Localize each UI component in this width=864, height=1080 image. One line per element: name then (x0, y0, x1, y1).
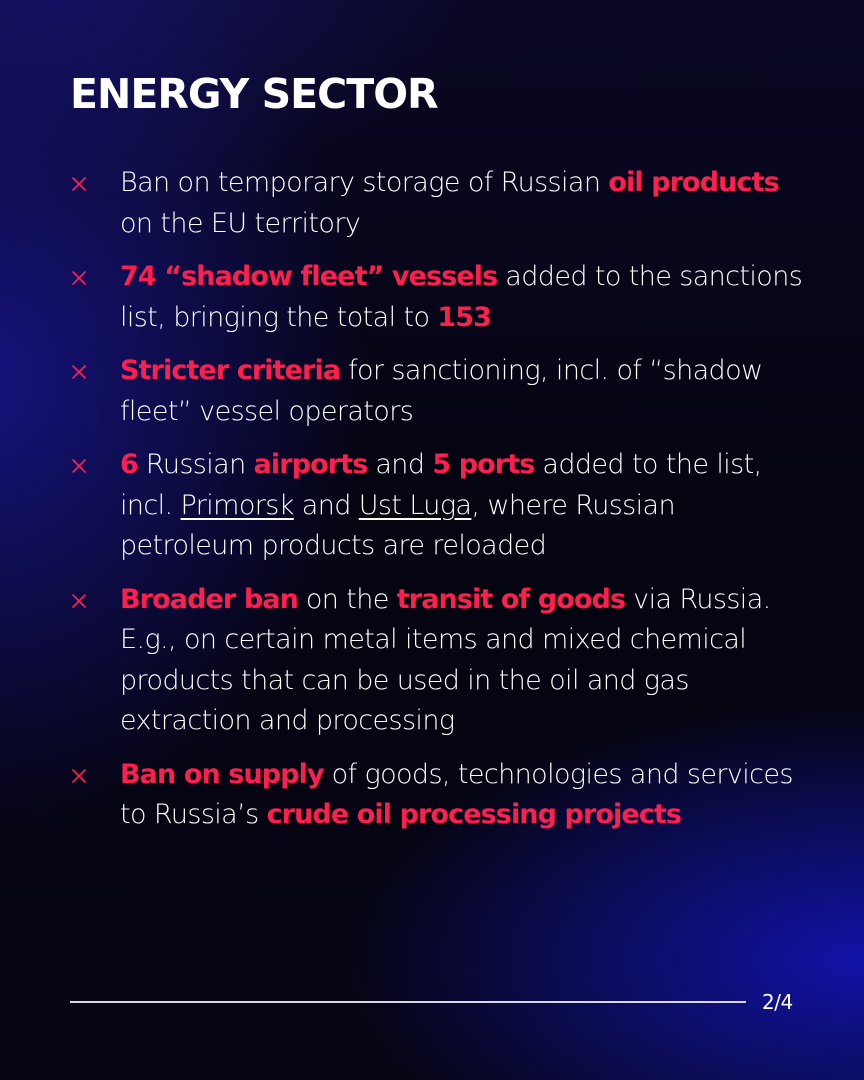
sanctions-list (70, 163, 810, 849)
body-text: and (293, 489, 359, 521)
body-text: , where Russian petroleum products are reloaded (120, 489, 676, 561)
highlight-text: Ban on supply (120, 758, 324, 790)
underlined-place-name: Primorsk (180, 489, 294, 521)
list-item (70, 351, 810, 432)
list-item (70, 755, 810, 836)
highlight-text: 153 (437, 301, 492, 333)
cross-icon (70, 163, 88, 203)
highlight-text: oil products (608, 167, 779, 198)
list-item (70, 163, 810, 244)
body-text: via Russia. E.g., on certain metal items and mixed chemical products that can be used in the oil and gas extraction and processing (120, 583, 771, 736)
highlight-text: 74 “shadow fleet” vessels (120, 261, 498, 292)
body-text: and (367, 449, 433, 480)
list-item (70, 257, 810, 338)
body-text: on the EU territory (120, 207, 361, 239)
cross-icon (70, 755, 88, 795)
body-text: on the (297, 583, 397, 615)
highlight-text: airports (253, 449, 368, 480)
footer-divider (70, 1001, 746, 1003)
underlined-place-name: Ust Luga (358, 489, 472, 521)
list-item (70, 580, 810, 742)
body-text: Ban on temporary storage of Russian (120, 167, 609, 198)
cross-icon (70, 445, 88, 485)
list-item (70, 445, 810, 567)
cross-icon (70, 580, 88, 620)
highlight-text: 5 ports (432, 449, 535, 480)
body-text: added to the list, incl. (120, 449, 762, 521)
highlight-text: 6 (120, 449, 138, 480)
body-text: of goods, technologies and services to Russia’s (120, 758, 793, 830)
highlight-text: crude oil processing projects (266, 799, 682, 830)
highlight-text: Broader ban (120, 583, 298, 615)
highlight-text: Stricter criteria (120, 355, 341, 386)
highlight-text: transit of goods (396, 583, 626, 615)
page-title: ENERGY SECTOR (70, 70, 438, 118)
cross-icon (70, 351, 88, 391)
body-text: for sanctioning, incl. of “shadow fleet” vessel operators (120, 355, 763, 427)
body-text: added to the sanctions list, bringing the total to (120, 261, 803, 333)
cross-icon (70, 257, 88, 297)
page-indicator: 2/4 (762, 990, 793, 1014)
body-text: Russian (137, 449, 254, 480)
